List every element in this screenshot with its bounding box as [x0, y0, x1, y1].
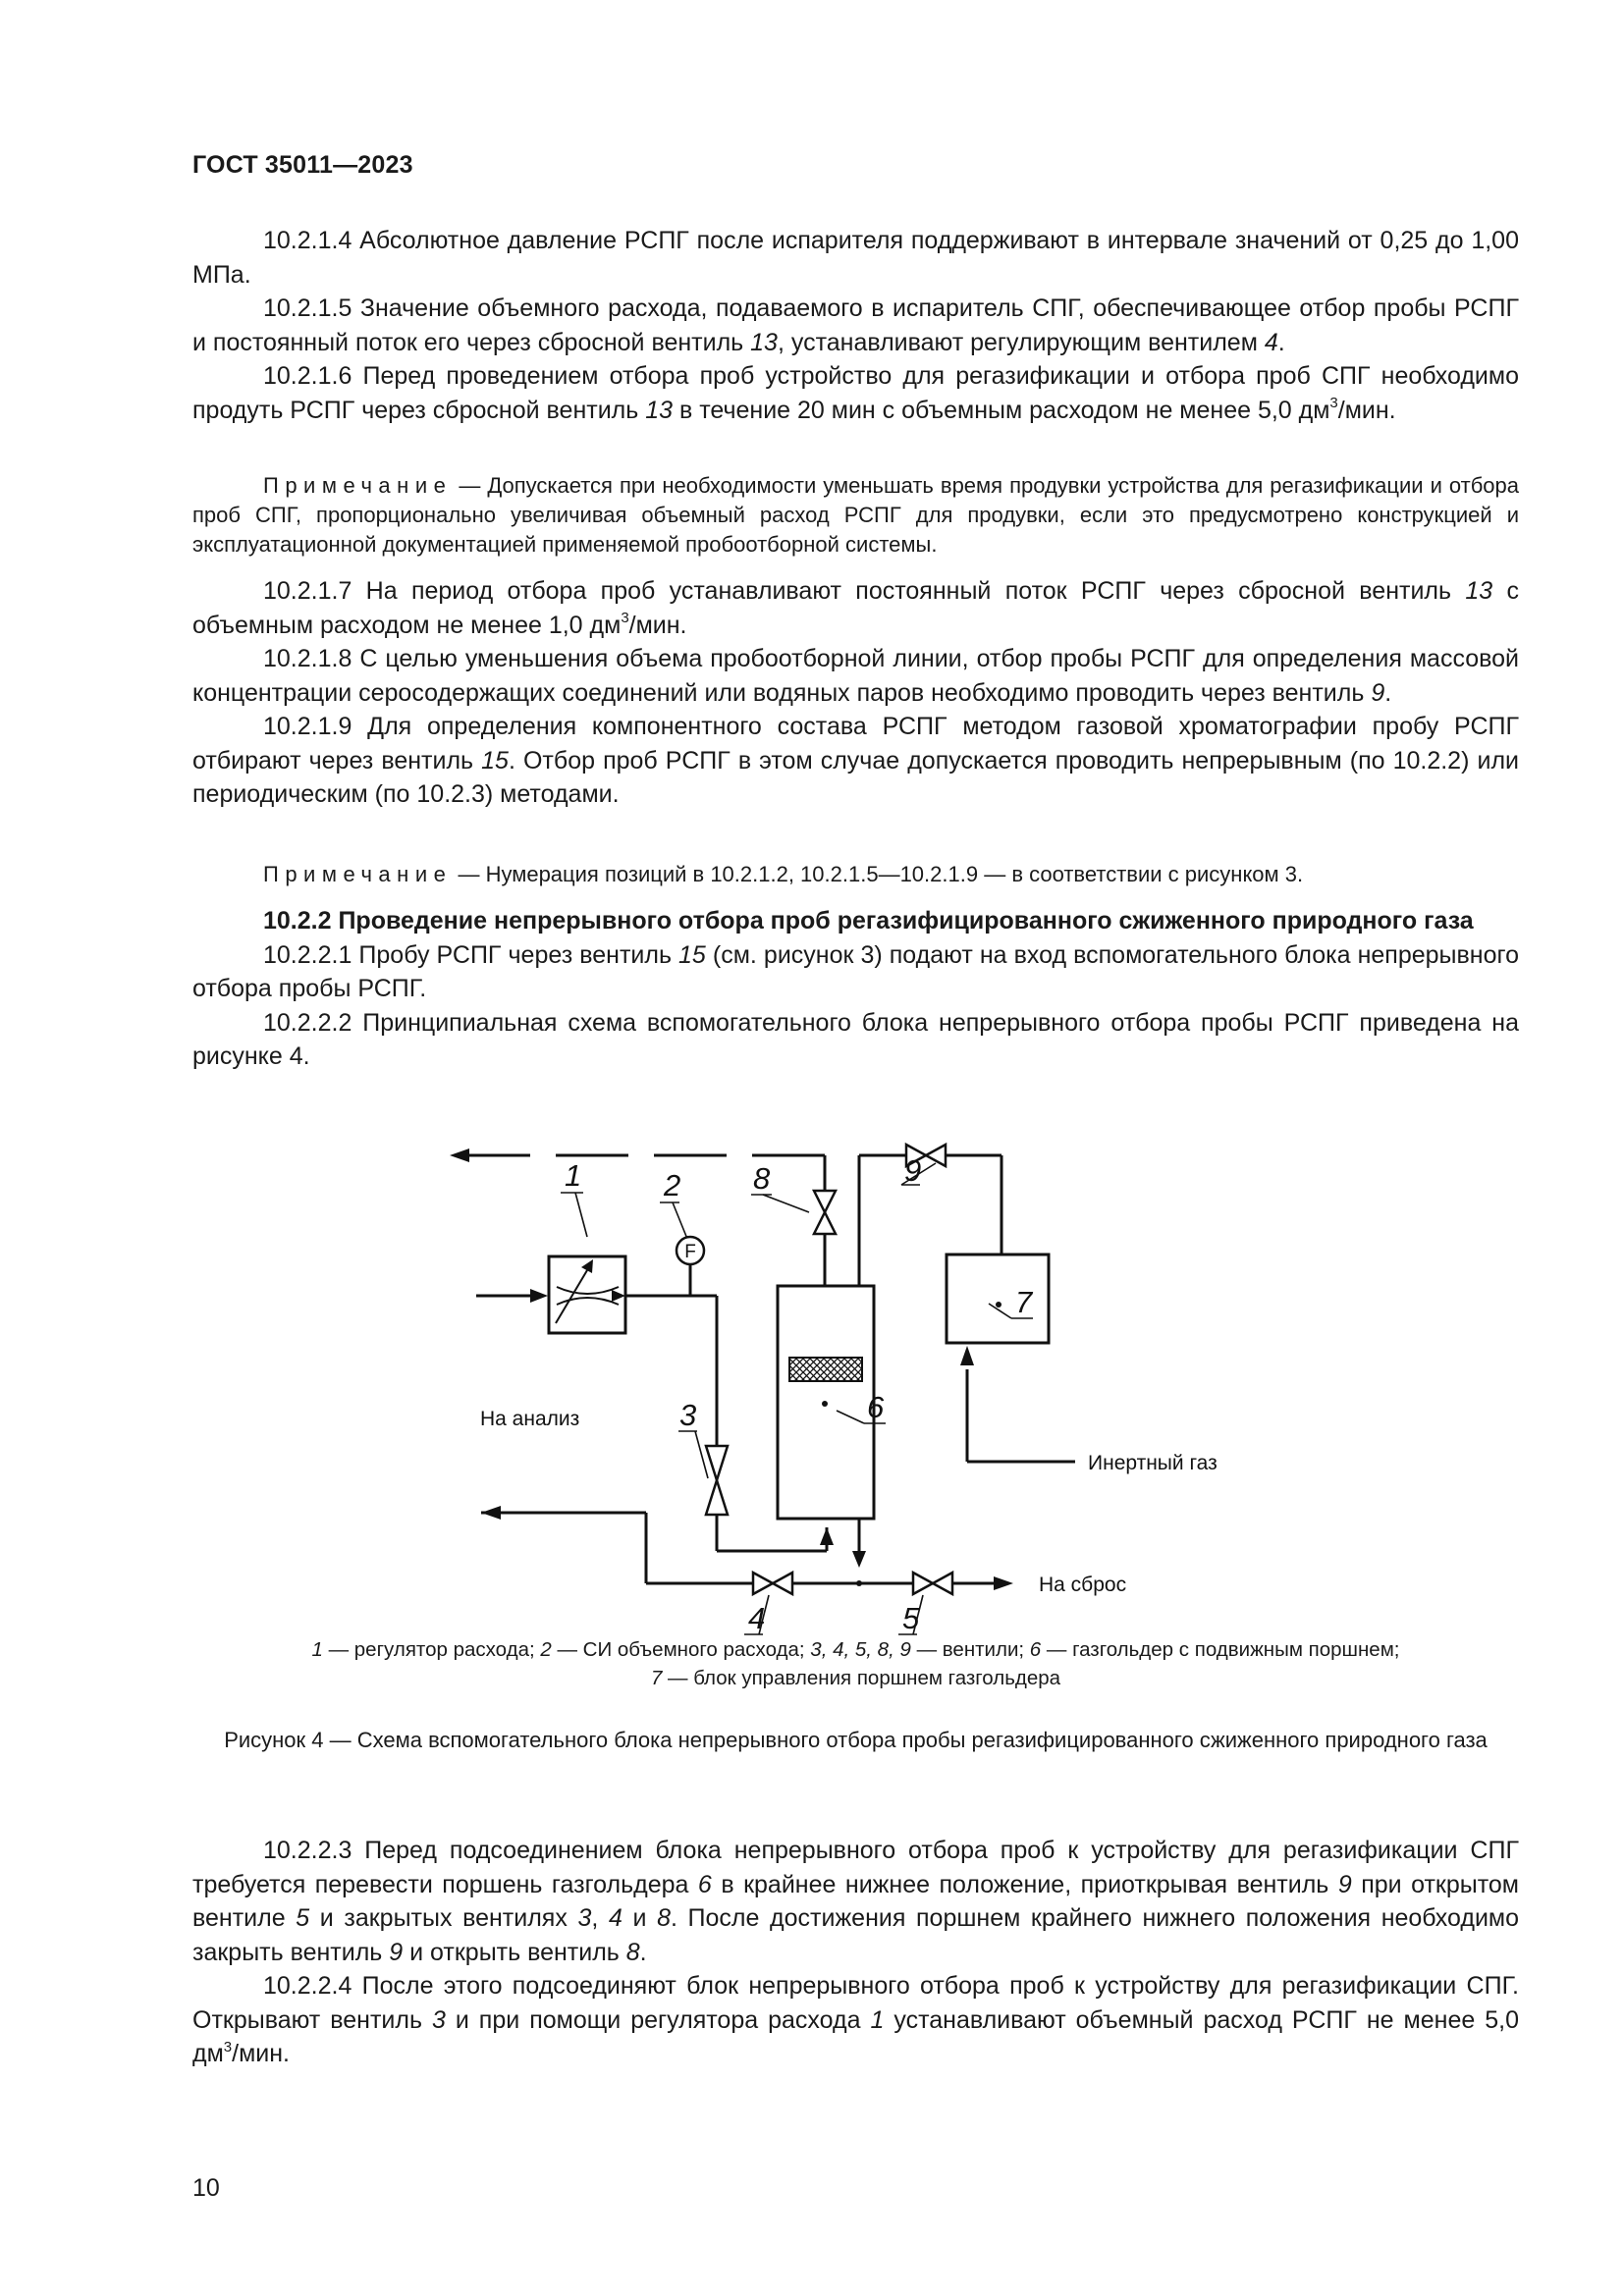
paragraph-10-2-1-4: 10.2.1.4 Абсолютное давление РСПГ после испарителя поддерживают в интервале значений от 0,25 до 1,00 МПа.	[192, 227, 1519, 289]
label-3: 3	[679, 1398, 697, 1432]
label-to-drain: На сброс	[1039, 1574, 1127, 1596]
text-block-mid	[192, 574, 1519, 812]
flow-meter-label: F	[684, 1242, 696, 1262]
page-number: 10	[192, 2174, 220, 2202]
inert-gas-arrow	[960, 1346, 974, 1365]
output-arrow-left	[450, 1148, 469, 1162]
paragraph-10-2-1-6: 10.2.1.6 Перед проведением отбора проб устройство для регазификации и отбора проб СПГ необходимо продуть РСПГ через сбросной вентиль 13 в течение 20 мин с объемным расходом не менее 5,0 $дм^3$/мин.	[192, 362, 1519, 424]
legend-line-1: 1 — регулятор расхода; 2 — СИ объемного расхода; 3, 4, 5, 8, 9 — вентили; 6 — газгольдер с подвижным поршнем;	[311, 1638, 1400, 1661]
holder-piston	[789, 1358, 862, 1381]
paragraph-10-2-2-2: 10.2.2.2 Принципиальная схема вспомогательного блока непрерывного отбора пробы РСПГ приведена на рисунке 4.	[192, 1008, 1519, 1070]
leader-1	[575, 1193, 587, 1237]
note-2	[192, 860, 1519, 889]
valve-5-right-icon	[933, 1573, 952, 1594]
inlet-arrow	[530, 1289, 548, 1303]
regulator-flow-arrow	[612, 1290, 625, 1302]
note-text: — Нумерация позиций в 10.2.1.2, 10.2.1.5—10.2.1.9 — в соответствии с рисунком 3.	[452, 862, 1304, 886]
paragraph-10-2-1-5: 10.2.1.5 Значение объемного расхода, подаваемого в испаритель СПГ, обеспечивающее отбор пробы РСПГ и постоянный поток его через сбросной вентиль 13, устанавливают регулирующим вентилем 4.	[192, 294, 1519, 356]
label-6: 6	[867, 1390, 885, 1424]
drain-arrow	[994, 1576, 1013, 1590]
note-label: Примечание	[263, 862, 453, 886]
valve-5-icon	[913, 1573, 933, 1594]
label-8: 8	[753, 1161, 771, 1196]
note-text: — Допускается при необходимости уменьшать время продувки устройства для регазификации и отбора проб СПГ, пропорционально увеличивая объемный расход РСПГ для продувки, если это предусмотрено конструкцией и эксплуатационной документацией применяемой пробоотборной системы.	[192, 473, 1519, 557]
document-header: ГОСТ 35011—2023	[192, 151, 413, 179]
drain-down-arrow	[852, 1551, 866, 1568]
text-block-top	[192, 224, 1519, 427]
figure-caption: Рисунок 4 — Схема вспомогательного блока непрерывного отбора пробы регазифицированного сжиженного природного газа	[224, 1728, 1488, 1752]
valve-3-icon	[706, 1446, 728, 1480]
section-10-2-2	[192, 904, 1519, 1074]
holder-dot	[822, 1401, 828, 1407]
paragraph-10-2-2-3: 10.2.2.3 Перед подсоединением блока непрерывного отбора проб к устройству для регазификации СПГ требуется перевести поршень газгольдера 6 в крайнее нижнее положение, приоткрывая вентиль 9 при открытом вентиле 5 и закрытых вентилях 3, 4 и 8. После достижения поршнем крайнего нижнего положения необходимо закрыть вентиль 9 и открыть вентиль 8.	[192, 1837, 1520, 1966]
paragraph-10-2-1-8: 10.2.1.8 С целью уменьшения объема пробоотборной линии, отбор пробы РСПГ для определения массовой концентрации серосодержащих соединений или водяных паров необходимо проводить через вентиль 9.	[192, 645, 1519, 707]
label-5: 5	[902, 1601, 920, 1635]
valve-4-icon	[753, 1573, 773, 1594]
valve-3-lower-icon	[706, 1480, 728, 1515]
legend-line-2: 7 — блок управления поршнем газгольдера	[650, 1667, 1061, 1689]
block-7-dot	[996, 1302, 1001, 1308]
valve-8-icon	[814, 1191, 836, 1212]
label-inert-gas: Инертный газ	[1088, 1452, 1218, 1474]
paragraph-10-2-1-7: 10.2.1.7 На период отбора проб устанавливают постоянный поток РСПГ через сбросной вентиль 13 с объемным расходом не менее 1,0 $дм^3$/мин.	[192, 577, 1519, 639]
holder-inlet-arrow	[820, 1527, 834, 1545]
leader-2	[673, 1202, 687, 1239]
valve-4-right-icon	[773, 1573, 792, 1594]
label-1: 1	[565, 1158, 582, 1193]
text-block-bottom	[192, 1834, 1519, 2071]
note-label: Примечание	[263, 473, 453, 498]
valve-9-right-icon	[926, 1145, 946, 1166]
paragraph-10-2-1-9: 10.2.1.9 Для определения компонентного состава РСПГ методом газовой хроматографии пробу РСПГ отбирают через вентиль 15. Отбор проб РСПГ в этом случае допускается проводить непрерывным (по 10.2.2) или периодическим (по 10.2.3) методами.	[192, 713, 1519, 808]
label-to-analysis: На анализ	[480, 1408, 580, 1430]
piston-control-block	[947, 1255, 1049, 1343]
figure-legend	[192, 1635, 1519, 1692]
leader-8	[763, 1195, 809, 1212]
analysis-arrow	[481, 1506, 501, 1520]
label-4: 4	[748, 1601, 766, 1635]
leader-6	[837, 1411, 864, 1423]
junction-dot	[856, 1580, 862, 1586]
section-heading: 10.2.2 Проведение непрерывного отбора проб регазифицированного сжиженного природного газа	[263, 907, 1474, 934]
paragraph-10-2-2-1: 10.2.2.1 Пробу РСПГ через вентиль 15 (см. рисунок 3) подают на вход вспомогательного блока непрерывного отбора пробы РСПГ.	[192, 940, 1519, 1002]
figure-4-schematic	[432, 1104, 1237, 1654]
label-7: 7	[1015, 1285, 1033, 1319]
paragraph-10-2-2-4: 10.2.2.4 После этого подсоединяют блок непрерывного отбора проб к устройству для регазификации СПГ. Открывают вентиль 3 и при помощи регулятора расхода 1 устанавливают объемный расход РСПГ не менее 5,0 $дм^3$/мин.	[192, 1972, 1520, 2067]
note-1	[192, 471, 1519, 560]
label-2: 2	[664, 1168, 681, 1202]
regulator-symbol	[557, 1287, 619, 1305]
leader-3	[695, 1431, 708, 1478]
valve-8-lower-icon	[814, 1212, 836, 1234]
label-9: 9	[904, 1153, 922, 1188]
